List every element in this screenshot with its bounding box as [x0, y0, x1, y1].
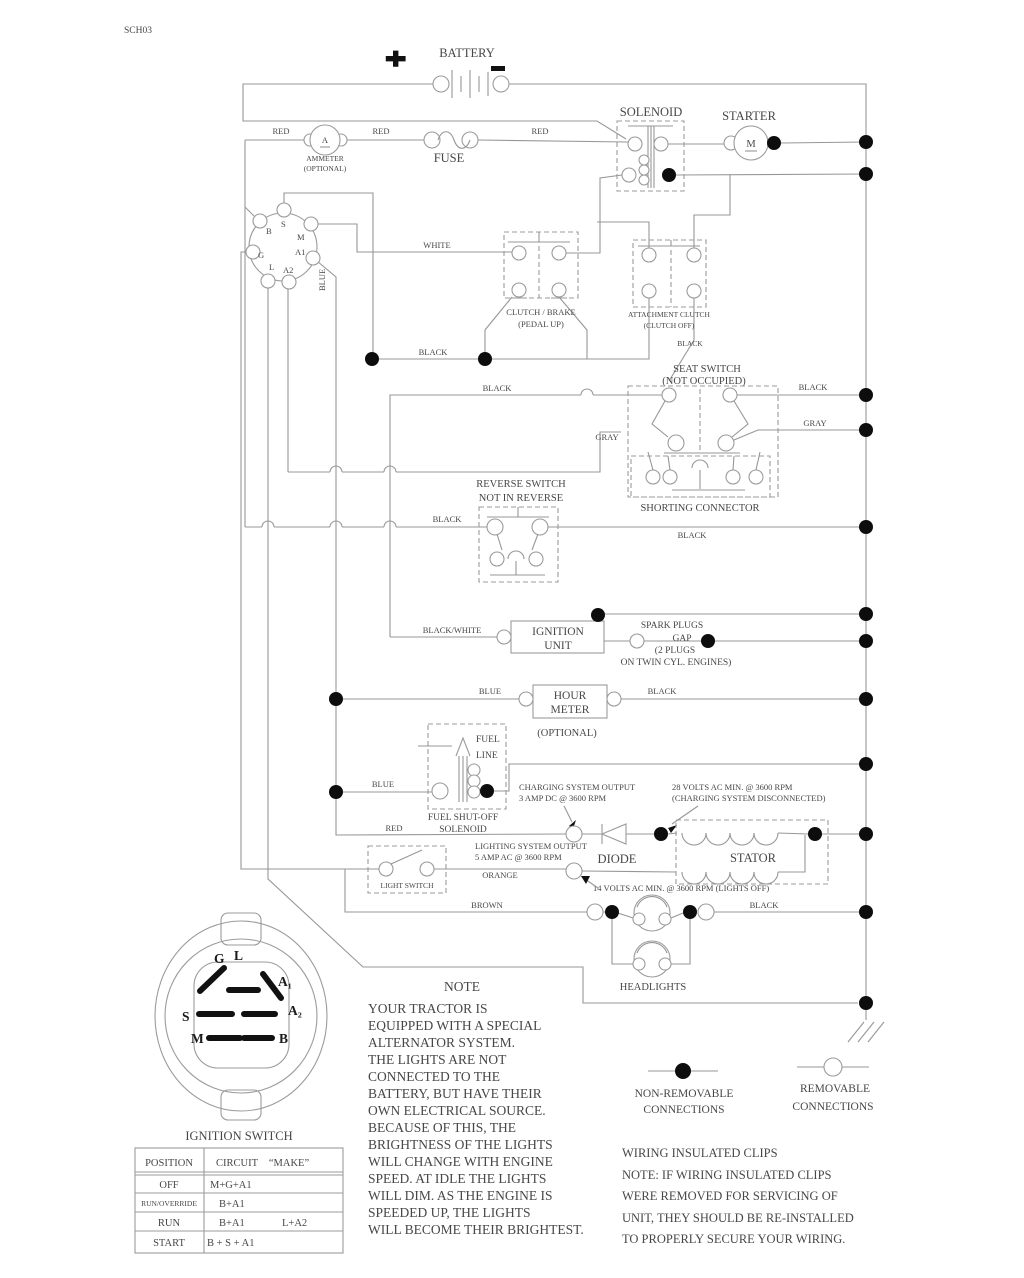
- table-circuit-start: B + S + A1: [207, 1238, 255, 1249]
- wire-label-gray-1: GRAY: [803, 418, 827, 428]
- wire-label-red-2: RED: [372, 126, 390, 136]
- wiring-clips-note: [622, 1146, 854, 1246]
- spark-plugs-line-2: GAP: [672, 634, 692, 644]
- lighting-output-line-2: 5 AMP AC @ 3600 RPM: [475, 852, 562, 862]
- seat-switch: [628, 364, 778, 514]
- note-block: [368, 979, 584, 1237]
- wire-label-red-1: RED: [272, 126, 290, 136]
- hour-meter: [519, 685, 621, 739]
- charging-callout: [519, 782, 636, 829]
- spark-plugs-line-3: (2 PLUGS: [654, 646, 696, 656]
- key-terminal-m: M: [297, 232, 305, 242]
- note-line: CONNECTED TO THE: [368, 1069, 501, 1084]
- fuse-label: FUSE: [433, 151, 465, 165]
- wire-label-blue-vertical: BLUE: [317, 268, 327, 291]
- table-position-run: RUN: [157, 1218, 181, 1229]
- starter: [722, 109, 781, 160]
- battery-minus-icon: [491, 66, 505, 71]
- wire-label-black-6: BLACK: [677, 530, 707, 540]
- clips-line: TO PROPERLY SECURE YOUR WIRING.: [622, 1232, 846, 1246]
- fuel-shutoff-solenoid: [418, 724, 506, 835]
- hour-meter-optional-label: (OPTIONAL): [537, 728, 597, 739]
- wire-runs: [241, 84, 884, 1042]
- key-terminal-b: B: [266, 226, 272, 236]
- clutch-brake-switch: [504, 232, 578, 329]
- fuse: [424, 132, 478, 165]
- make-table: [135, 1148, 343, 1253]
- diode-label: DIODE: [597, 852, 637, 866]
- lighting-callout: [475, 841, 588, 862]
- volts28-line-2: (CHARGING SYSTEM DISCONNECTED): [672, 793, 826, 803]
- key-terminal-a1: A1: [295, 247, 306, 257]
- table-header-make: “MAKE”: [268, 1158, 310, 1169]
- detail-terminal-a2: A₂: [288, 1003, 302, 1018]
- ignition-switch-detail-label: IGNITION SWITCH: [185, 1129, 293, 1143]
- sheet-code: SCH03: [124, 26, 152, 36]
- stator-label: STATOR: [729, 851, 777, 865]
- wire-label-orange: ORANGE: [482, 870, 518, 880]
- note-line: ALTERNATOR SYSTEM.: [368, 1035, 516, 1050]
- wire-label-blue-1: BLUE: [478, 686, 502, 696]
- ammeter-optional-label: (OPTIONAL): [303, 164, 347, 173]
- ignition-unit-label-2: UNIT: [544, 640, 572, 652]
- non-removable-label-2: CONNECTIONS: [643, 1104, 725, 1116]
- solenoid: [617, 105, 684, 191]
- spark-plugs-line-4: ON TWIN CYL. ENGINES): [620, 658, 732, 668]
- shorting-connector-label: SHORTING CONNECTOR: [640, 503, 760, 514]
- note-line: WILL DIM. AS THE ENGINE IS: [368, 1188, 553, 1203]
- clutch-brake-state-label: (PEDAL UP): [518, 319, 564, 329]
- headlights-label: HEADLIGHTS: [619, 982, 687, 993]
- fuel-solenoid-label-2: SOLENOID: [439, 825, 487, 835]
- table-header-circuit: CIRCUIT: [216, 1158, 258, 1169]
- volts14-label: 14 VOLTS AC MIN. @ 3600 RPM (LIGHTS OFF): [593, 883, 770, 893]
- battery: [386, 46, 509, 98]
- ignition-unit-label-1: IGNITION: [532, 626, 584, 638]
- wire-label-black-8: BLACK: [749, 900, 779, 910]
- fuel-line-label-1: FUEL: [476, 735, 500, 745]
- attachment-clutch-label: ATTACHMENT CLUTCH: [628, 310, 710, 319]
- wire-label-red-4: RED: [385, 823, 403, 833]
- battery-label: BATTERY: [439, 46, 495, 60]
- clips-line: UNIT, THEY SHOULD BE RE-INSTALLED: [622, 1211, 854, 1225]
- junction-dot: [329, 785, 343, 799]
- wire-label-black-4: BLACK: [798, 382, 828, 392]
- clips-line: NOTE: IF WIRING INSULATED CLIPS: [622, 1168, 832, 1182]
- note-line: BRIGHTNESS OF THE LIGHTS: [368, 1137, 553, 1152]
- note-line: BATTERY, BUT HAVE THEIR: [368, 1086, 542, 1101]
- ammeter-label: AMMETER: [306, 154, 344, 163]
- table-circuit-runoverride: B+A1: [219, 1199, 245, 1210]
- table-position-start: START: [153, 1238, 185, 1249]
- charging-output-line-2: 3 AMP DC @ 3600 RPM: [519, 793, 607, 803]
- light-switch: [368, 846, 446, 893]
- table-position-runoverride: RUN/OVERRIDE: [141, 1199, 197, 1208]
- ammeter: [304, 125, 347, 173]
- wire-label-brown: BROWN: [471, 900, 503, 910]
- table-circuit-run-extra: L+A2: [282, 1218, 308, 1229]
- volts14-callout: [581, 876, 769, 893]
- note-line: EQUIPPED WITH A SPECIAL: [368, 1018, 542, 1033]
- key-terminal-g: G: [258, 250, 265, 260]
- detail-terminal-b: B: [279, 1031, 289, 1046]
- ignition-key-connector: [246, 203, 320, 289]
- hour-meter-label-1: HOUR: [553, 690, 587, 702]
- fuel-line-label-2: LINE: [476, 751, 498, 761]
- ignition-switch-detail: [155, 913, 327, 1143]
- clips-line: WIRING INSULATED CLIPS: [622, 1146, 778, 1160]
- starter-symbol: M: [746, 139, 756, 150]
- seat-switch-label: SEAT SWITCH: [673, 364, 741, 375]
- table-header-position: POSITION: [145, 1158, 193, 1169]
- removable-label-1: REMOVABLE: [799, 1083, 871, 1095]
- note-line: THE LIGHTS ARE NOT: [368, 1052, 507, 1067]
- table-circuit-off: M+G+A1: [210, 1180, 252, 1191]
- note-line: WILL CHANGE WITH ENGINE: [368, 1154, 553, 1169]
- wire-label-white: WHITE: [423, 240, 451, 250]
- bus-junction-dots: [365, 135, 873, 1010]
- connections-legend: [635, 1058, 874, 1116]
- note-line: YOUR TRACTOR IS: [368, 1001, 488, 1016]
- attachment-clutch-state-label: (CLUTCH OFF): [643, 321, 695, 330]
- detail-terminal-s: S: [182, 1009, 190, 1024]
- solenoid-label: SOLENOID: [619, 105, 683, 119]
- ammeter-symbol: A: [321, 135, 329, 145]
- clips-line: WERE REMOVED FOR SERVICING OF: [622, 1189, 838, 1203]
- key-terminal-a2: A2: [283, 265, 294, 275]
- wire-label-blue-2: BLUE: [371, 779, 395, 789]
- reverse-switch: [476, 479, 566, 582]
- lighting-output-terminal: [566, 863, 582, 879]
- detail-terminal-g: G: [214, 951, 225, 966]
- wire-label-black-5: BLACK: [432, 514, 462, 524]
- starter-label: STARTER: [722, 109, 776, 123]
- note-line: WILL BECOME THEIR BRIGHTEST.: [368, 1222, 584, 1237]
- lighting-output-line-1: LIGHTING SYSTEM OUTPUT: [475, 841, 587, 851]
- wire-label-black-3: BLACK: [482, 383, 512, 393]
- wire-label-black-white: BLACK/WHITE: [422, 625, 482, 635]
- volts28-line-1: 28 VOLTS AC MIN. @ 3600 RPM: [672, 782, 793, 792]
- detail-terminal-a1: A₁: [278, 974, 292, 989]
- note-line: SPEEDED UP, THE LIGHTS: [368, 1205, 531, 1220]
- removable-label-2: CONNECTIONS: [792, 1101, 874, 1113]
- charging-output-line-1: CHARGING SYSTEM OUTPUT: [519, 782, 636, 792]
- headlights: [587, 895, 714, 993]
- fuel-solenoid-label-1: FUEL SHUT-OFF: [427, 813, 499, 823]
- wire-label-gray-2: GRAY: [595, 432, 619, 442]
- note-line: BECAUSE OF THIS, THE: [368, 1120, 517, 1135]
- key-terminal-s: S: [281, 219, 286, 229]
- wire-label-red-3: RED: [531, 126, 549, 136]
- wire-label-black-1: BLACK: [418, 347, 448, 357]
- reverse-switch-state-label: NOT IN REVERSE: [478, 493, 564, 504]
- non-removable-label-1: NON-REMOVABLE: [634, 1088, 734, 1100]
- reverse-switch-label: REVERSE SWITCH: [476, 479, 566, 490]
- detail-terminal-l: L: [234, 948, 244, 963]
- arrow-icon: [581, 876, 590, 884]
- light-switch-label: LIGHT SWITCH: [380, 881, 434, 890]
- key-terminal-l: L: [269, 262, 275, 272]
- attachment-clutch-switch: [628, 240, 711, 330]
- battery-plus-icon: [386, 51, 406, 67]
- table-position-off: OFF: [159, 1180, 179, 1191]
- detail-terminal-m: M: [191, 1031, 204, 1046]
- wire-label-black-7: BLACK: [647, 686, 677, 696]
- clutch-brake-label: CLUTCH / BRAKE: [506, 307, 576, 317]
- volts28-callout: [668, 782, 826, 833]
- note-line: SPEED. AT IDLE THE LIGHTS: [368, 1171, 547, 1186]
- note-line: OWN ELECTRICAL SOURCE.: [368, 1103, 546, 1118]
- table-circuit-run: B+A1: [219, 1218, 245, 1229]
- hour-meter-label-2: METER: [550, 704, 590, 716]
- seat-switch-state-label: (NOT OCCUPIED): [662, 376, 746, 387]
- junction-dot: [329, 692, 343, 706]
- spark-plugs-line-1: SPARK PLUGS: [640, 621, 704, 631]
- note-title: NOTE: [444, 979, 480, 994]
- wire-label-black-2: BLACK: [677, 339, 703, 348]
